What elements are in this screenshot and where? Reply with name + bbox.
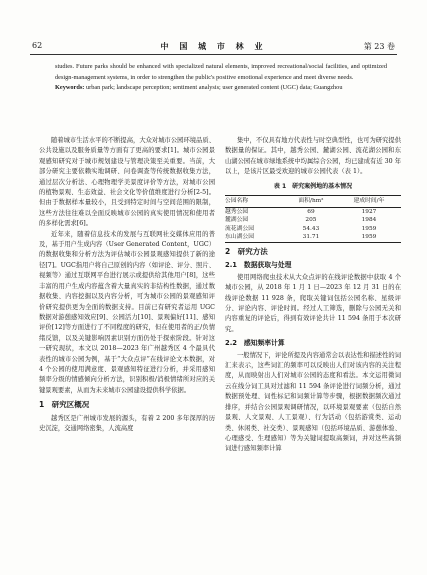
frequency-paragraph: 一般情况下，评论所提及内容通常会以表达性和描述性的词汇来表示，这些词汇的频率可以反映出人们对该内容的关注程度，从而映射出人们对城市公园的态度和看法。本文运用微词云在线分词工具对过滤和 11 594 条评论进行词频分析，通过数据预处理、词性标记和词频计算等步骤，根据数据频次通过排序，并结合公园景观调研情况，以环境景观要素（包括自然景观、人文景观、人工景观）、行为活动（包括游赏类、运动类、休闲类、社交类）、景观感知（包括环境品质、游憩体验、心理感受、生理感知）等为关键词提取高频词，并对这些高频词进行感知频率计算 <box>225 351 401 453</box>
table-cell: 31.71 <box>285 233 337 242</box>
english-abstract-tail <box>55 62 387 94</box>
table-header-cell: 面积/hm² <box>285 196 337 208</box>
running-header <box>30 38 397 55</box>
table-row <box>225 233 401 242</box>
table-cell: 东山湖公园 <box>225 233 285 242</box>
table-caption: 表 1 研究案例地的基本情况 <box>273 182 353 190</box>
table-cell: 69 <box>307 208 315 215</box>
table-row <box>225 216 401 225</box>
table-cell: 1927 <box>361 208 377 215</box>
table-cell: 流花湖公园 <box>225 225 254 232</box>
table-cell: 1984 <box>361 217 377 224</box>
study-area-paragraph: 越秀区是广州城市发展的源头，有着 2 200 多年深厚的历史沉淀，交通网络密集，人流高度 <box>39 414 215 432</box>
section-2-heading: 2 研究方法 <box>225 247 268 256</box>
table-header-row <box>225 196 401 208</box>
section-2-1-heading: 2.1 数据获取与处理 <box>225 261 292 270</box>
park-info-table <box>225 195 401 243</box>
section-1-heading: 1 研究区概况 <box>39 400 90 410</box>
intro-paragraph-2: 近年来，随着信息技术的发展与互联网社交媒体应用的普及，基于用户生成内容（User Generated Content，UGC）的数据收集和分析方法为评估城市公园景观感知提供了新的途径[7]。UGC指用户将自己原创的内容（如评论、评分、照片、视频等）通过互联网平台进行展示或提供给其他用户[8]，这些丰富的用户生成内容蕴含着大量真实的非结构性数据，通过数据收集、内容挖掘以及内容分析，可为城市公园的景观感知评价研究提供更为全面的数据支持。目前已有研究者运用 UGC 数据对游憩感知效应[9]、公园活力[10]、景观偏好[11]、感知评价[12]等方面进行了不同程度的研究，但在使用者的正/负情绪反馈，以及关键影响因素识别方面仍处于探索阶段。针对这一研究现状，本文以 2018—2023 年广州越秀区 4 个最具代表性的城市公园为例，基于“大众点评”在线评论文本数据，对 4 个公园的使用满意度、景观感知特征进行分析，并采用感知频率分级的情感倾向分析方法，识别积极/消极情绪所对应的关键景观要素，从而为未来城市公园建设提供科学依据。 <box>39 230 215 394</box>
keywords-line <box>55 83 387 94</box>
table-cell: 1959 <box>361 225 377 232</box>
table-row <box>225 207 401 216</box>
data-acquisition-paragraph: 使用网络爬虫技术从大众点评的在线评论数据中获取 4 个城市公园，从 2018 年 1 月 1 日—2023 年 12 月 31 日的在线评论数据 11 928 条，爬取关键词包括公园名称、星级评分、评论内容、评论时间。经过人工筛选，删除与公园无关和内容重复的评论后，得到有效评论共计 11 594 条用于本次研究。 <box>225 273 401 333</box>
intro-paragraph-1: 随着城市生活水平的不断提高，大众对城市公园环境品质、公共设施以及服务质量等方面有了更高的要求[1]。城市公园景观感知研究对于城市规划建设与管理决策至关重要。当前，大部分研究主要依赖实地调研、问卷调查等传统数据收集方法，通过层次分析法、心理物理学美景度评价等方法，对城市公园的植物景观、生态效益、社会文化等价值维度进行分析[2-5]。但由于数据样本量较小，且受到特定时间与空间范围的限制，这些方法往往难以全面反映城市公园的真实使用情况和使用者的多样化需求[6]。 <box>39 137 215 228</box>
table-cell: 越秀公园 <box>225 208 249 215</box>
table-cell: 205 <box>305 217 317 224</box>
keywords-label: Keywords: <box>55 84 85 92</box>
table-row <box>225 225 401 234</box>
left-column <box>39 136 215 434</box>
keywords-text: urban park; landscape perception; sentiment analysis; user generated content (UGC) data; Guangzhou <box>85 84 343 92</box>
table-header-cell: 公园名称 <box>225 196 285 208</box>
table-header-cell: 建成时间/年 <box>337 196 401 208</box>
journal-title: 中 国 城 市 林 业 <box>160 41 267 51</box>
study-area-continued: 集中，不仅具有地方代表性与时空典型性，也可为研究提供数据量的保证。其中，越秀公园、麓湖公园、流花湖公园和东山湖公园在城市绿地系统中均属综合公园，均已建成有近 30 年以上，是该片区最受欢迎的城市公园代表（表 1）。 <box>225 137 401 176</box>
right-column <box>225 136 401 455</box>
section-2-2-heading: 2.2 感知频率计算 <box>225 339 285 348</box>
volume-number: 第 23 卷 <box>363 42 395 51</box>
table-cell: 1959 <box>337 233 401 242</box>
table-cell: 54.43 <box>302 225 320 232</box>
table-cell: 麓湖公园 <box>225 217 249 224</box>
page-number: 62 <box>32 41 43 50</box>
abstract-text: studies. Future parks should be enhanced with specialized natural elements, improved recreational/social facilities, and optimized design-management systems, in order to strengthen the public's positive emotional experience and meet diverse needs. <box>55 63 387 81</box>
